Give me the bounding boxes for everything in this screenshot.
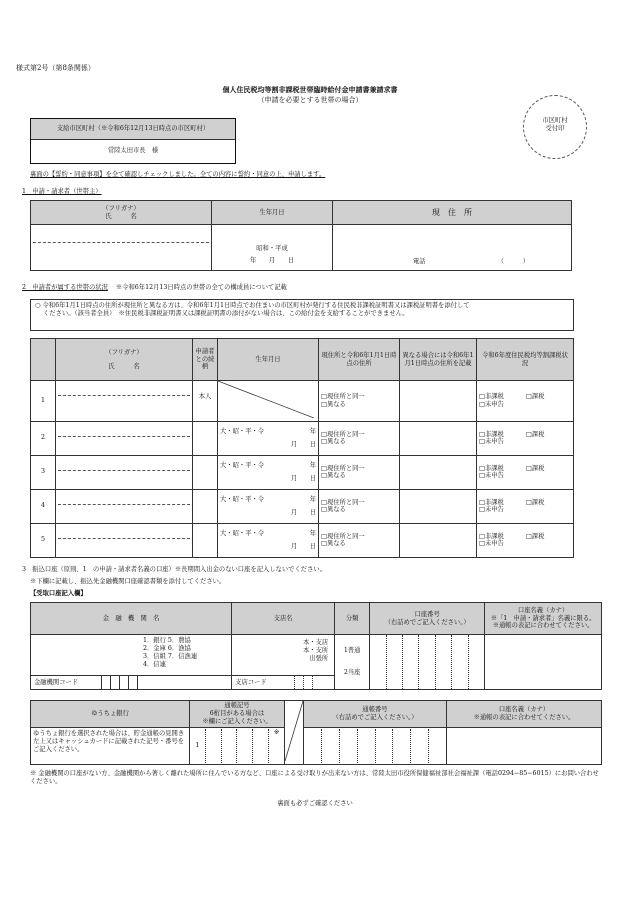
yucho-table: [30, 700, 602, 765]
furigana-field[interactable]: [58, 384, 190, 396]
relation-field[interactable]: [193, 523, 218, 557]
branch-type: 本・支所: [302, 646, 329, 654]
month-day-label: 月 日: [290, 543, 316, 551]
passbook-symbol-field[interactable]: [190, 728, 285, 765]
branch-type: 本・支店: [302, 639, 329, 646]
year-label: 年: [309, 529, 316, 537]
old-address-field[interactable]: [400, 523, 477, 557]
applicant-dob-label: 生年月日: [212, 201, 333, 225]
bank-type: 3．信組: [143, 652, 166, 660]
same-address-checkbox[interactable]: □現住所と同一: [321, 393, 365, 401]
stamp-label-2: 受付印: [545, 124, 565, 132]
nontax-checkbox[interactable]: □非課税: [479, 498, 504, 506]
relation-field[interactable]: [193, 421, 218, 455]
section3-note: ※下欄に記載し、振込先金融機関口座確認書類を添付してください。: [30, 578, 226, 585]
yucho-holder-note: ※通帳の表記に合わせてください。: [473, 714, 575, 722]
household-row-5: [31, 523, 574, 557]
applicant-era: 昭和・平成: [256, 244, 288, 252]
yucho-holder-label: 口座名義（カナ）: [498, 706, 550, 714]
applicant-address-label: 現 住 所: [333, 201, 572, 225]
account-number-note: （右詰めでご記入ください。）: [384, 618, 470, 626]
era-options: 大・昭・平・令: [220, 529, 265, 537]
era-options: 大・昭・平・令: [220, 495, 265, 503]
bank-type-options: [143, 637, 197, 668]
notice-line-2: ください。（該当者全員） ※住民税非課税証明書又は課税証明書の添付がない場合は、この給付金を支給することができません。: [43, 309, 409, 317]
section1-heading: 1 申請・請求者（世帯主）: [22, 188, 102, 195]
branch-field[interactable]: [232, 635, 335, 690]
branch-code-boxes[interactable]: [294, 676, 321, 692]
symbol-first-digit: 1: [190, 729, 206, 763]
bank-name-field[interactable]: [31, 635, 232, 690]
unfiled-checkbox[interactable]: □未申告: [479, 472, 504, 480]
unfiled-checkbox[interactable]: □未申告: [479, 400, 504, 408]
passbook-number-field[interactable]: [304, 728, 447, 765]
branch-type: 出張所: [309, 654, 329, 662]
furigana-field[interactable]: [58, 493, 190, 505]
old-address-field[interactable]: [400, 421, 477, 455]
footer-note: ※ 金融機関の口座がない方、金融機関から著しく離れた場所に住んでいる方など、口座による受け取りが出来ない方は、常陸太田市役所保健福祉部社会福祉課（電話0294−85−6015）にお問い合わせください。: [30, 770, 599, 785]
section2-notice: [30, 299, 574, 331]
household-furigana-label: （フリガナ）: [105, 348, 143, 356]
year-label: 年: [309, 427, 316, 435]
mayor-name: 常陸太田市長 様: [107, 147, 159, 154]
old-address-field[interactable]: [400, 381, 477, 422]
diff-address-checkbox[interactable]: □異なる: [321, 400, 346, 408]
form-number: 様式第2号（第8条関係）: [16, 64, 95, 72]
applicant-furigana-label: （フリガナ）: [102, 204, 140, 212]
bank-type: 5．農協: [167, 637, 191, 644]
furigana-field[interactable]: [58, 425, 190, 437]
bank-type: 4．信連: [143, 660, 166, 668]
relation-field[interactable]: [193, 455, 218, 489]
bank-name-label: 金 融 機 関 名: [31, 603, 232, 635]
passbook-number-note: （右詰めでご記入ください。）: [332, 714, 418, 722]
bank-type: 6．漁協: [167, 644, 191, 652]
yucho-label: ゆうちょ銀行: [31, 701, 190, 728]
bank-code-label: 金融機関コード: [34, 679, 79, 686]
back-notice: 裏面も必ずご確認ください: [277, 800, 353, 807]
notice-line-1: ○ 令和6年1月1日時点の住所が現住所と異なる方は、令和6年1月1日時点でお住まいの市区町村が発行する住民税非課税証明書又は課税証明書を添付して: [35, 302, 470, 309]
furigana-field[interactable]: [58, 527, 190, 539]
section2-heading-note: ※令和6年12月13日時点の世帯の全ての構成員について記載: [115, 284, 287, 291]
phone-label: 電話: [413, 258, 426, 266]
municipality-header: 支給市区町村（※令和6年12月13日時点の市区町村）: [31, 119, 235, 140]
household-name-label: 氏 名: [108, 362, 140, 370]
yucho-separator: [285, 701, 304, 765]
oath-statement: 裏面の【誓約・同意事項】を全て確認しチェックしました。全ての内容に誓約・同意の上、申請します。: [30, 171, 326, 178]
passbook-symbol-label: 通帳記号: [224, 702, 250, 710]
tax-checkbox[interactable]: □課税: [525, 464, 545, 472]
month-day-label: 月 日: [290, 475, 316, 483]
account-holder-field[interactable]: [485, 635, 602, 690]
household-dob-label: 生年月日: [218, 339, 319, 381]
separator-slash: [285, 701, 303, 761]
tax-checkbox[interactable]: □課税: [525, 393, 545, 401]
yucho-holder-field[interactable]: [447, 728, 602, 765]
applicant-table: [30, 200, 572, 271]
applicant-name-label: 氏 名: [105, 212, 137, 220]
nontax-checkbox[interactable]: □非課税: [479, 532, 504, 540]
tax-checkbox[interactable]: □課税: [525, 532, 545, 540]
stamp-label-1: 市区町村: [542, 117, 568, 124]
account-holder-note-2: ※通帳の表記に合わせてください。: [492, 622, 594, 630]
relation-field[interactable]: [193, 489, 218, 523]
branch-code-row: [232, 675, 334, 689]
diff-address-checkbox[interactable]: □異なる: [321, 438, 346, 446]
unfiled-checkbox[interactable]: □未申告: [479, 506, 504, 514]
row-number: 3: [31, 455, 56, 489]
same-address-checkbox[interactable]: □現住所と同一: [321, 430, 365, 438]
diff-address-checkbox[interactable]: □異なる: [321, 540, 346, 548]
bank-code-row: [31, 675, 231, 689]
nontax-checkbox[interactable]: □非課税: [479, 464, 504, 472]
passbook-number-label: 通帳番号: [362, 706, 388, 714]
diff-address-checkbox[interactable]: □異なる: [321, 506, 346, 514]
reception-stamp: [523, 95, 587, 159]
diff-address-checkbox[interactable]: □異なる: [321, 472, 346, 480]
relation-label: 申請者との続柄: [193, 339, 218, 381]
same-address-label: 現住所と令和6年1月1日時点の住所: [319, 339, 400, 381]
self-relation: 本人: [193, 381, 218, 422]
bank-table: [30, 602, 602, 690]
month-day-label: 月 日: [290, 441, 316, 449]
old-address-field[interactable]: [400, 489, 477, 523]
same-address-checkbox[interactable]: □現住所と同一: [321, 498, 365, 506]
form-title: 個人住民税均等割非課税世帯臨時給付金申請書兼請求書: [222, 85, 398, 94]
passbook-symbol-note-2: ※欄にご記入ください。: [202, 718, 272, 726]
row-number: 5: [31, 523, 56, 557]
tax-checkbox[interactable]: □課税: [525, 498, 545, 506]
year-label: 年: [309, 461, 316, 469]
household-table: [30, 338, 574, 558]
diff-address-label: 異なる場合には令和6年1月1日時点の住所を記載: [400, 339, 477, 381]
bank-code-boxes[interactable]: [101, 676, 138, 689]
household-row-4: [31, 489, 574, 523]
account-type-ordinary[interactable]: 1普通: [343, 647, 361, 655]
municipality-box: [30, 118, 236, 164]
account-holder-note-1: ※「1 申請・請求者」名義に限る。: [490, 614, 596, 622]
account-number-field[interactable]: [370, 635, 485, 690]
account-number-label: 口座番号: [414, 610, 440, 618]
section3-heading: 3 振込口座（原則、1 の申請・請求者名義の口座）※長期間入出金のない口座を記入しないでください。: [22, 566, 326, 573]
branch-label: 支店名: [232, 603, 335, 635]
dob-crossed: [218, 381, 319, 422]
nontax-checkbox[interactable]: □非課税: [479, 393, 504, 401]
era-options: 大・昭・平・令: [220, 461, 265, 469]
same-address-checkbox[interactable]: □現住所と同一: [321, 532, 365, 540]
unfiled-checkbox[interactable]: □未申告: [479, 438, 504, 446]
cross-line: [218, 381, 314, 418]
household-row-3: [31, 455, 574, 489]
month-day-label: 月 日: [290, 509, 316, 517]
household-row-1: [31, 381, 574, 422]
bank-type: 1．銀行: [143, 637, 166, 644]
section2-heading: 2 申請者が属する世帯の状況: [22, 284, 108, 291]
nontax-checkbox[interactable]: □非課税: [479, 430, 504, 438]
account-type-label: 分類: [335, 603, 370, 635]
account-type-current[interactable]: 2当座: [343, 669, 361, 676]
branch-code-label: 支店コード: [235, 679, 267, 686]
branch-type-options: [303, 639, 328, 663]
furigana-field[interactable]: [58, 459, 190, 471]
era-options: 大・昭・平・令: [220, 427, 265, 435]
yucho-note: ゆうちょ銀行を選択された場合は、貯金通帳の見開き左上又はキャッシュカードに記載された記号・番号をご記入ください。: [31, 728, 190, 765]
same-address-checkbox[interactable]: □現住所と同一: [321, 464, 365, 472]
account-holder-label: 口座名義（カナ）: [517, 606, 569, 614]
household-row-2: [31, 421, 574, 455]
form-subtitle: （申請を必要とする世帯の場合）: [257, 96, 363, 104]
applicant-ymd: 年 月 日: [249, 256, 295, 264]
row-number: 4: [31, 489, 56, 523]
old-address-field[interactable]: [400, 455, 477, 489]
unfiled-checkbox[interactable]: □未申告: [479, 540, 504, 548]
applicant-address-field[interactable]: [333, 225, 572, 271]
bank-type: 2．金庫: [143, 644, 166, 652]
row-number: 1: [31, 381, 56, 422]
section3-subheading: 【受取口座記入欄】: [30, 590, 87, 597]
symbol-sixth-digit: ※: [273, 729, 280, 737]
year-label: 年: [309, 495, 316, 503]
tax-status-label: 令和6年度住民税均等割課税状況: [477, 339, 574, 381]
applicant-furigana-field[interactable]: [33, 231, 209, 243]
phone-paren: （ ）: [497, 258, 530, 266]
tax-checkbox[interactable]: □課税: [525, 430, 545, 438]
bank-type: 7．信漁連: [167, 652, 198, 660]
row-number: 2: [31, 421, 56, 455]
passbook-symbol-note-1: 6桁目がある場合は: [209, 710, 265, 718]
